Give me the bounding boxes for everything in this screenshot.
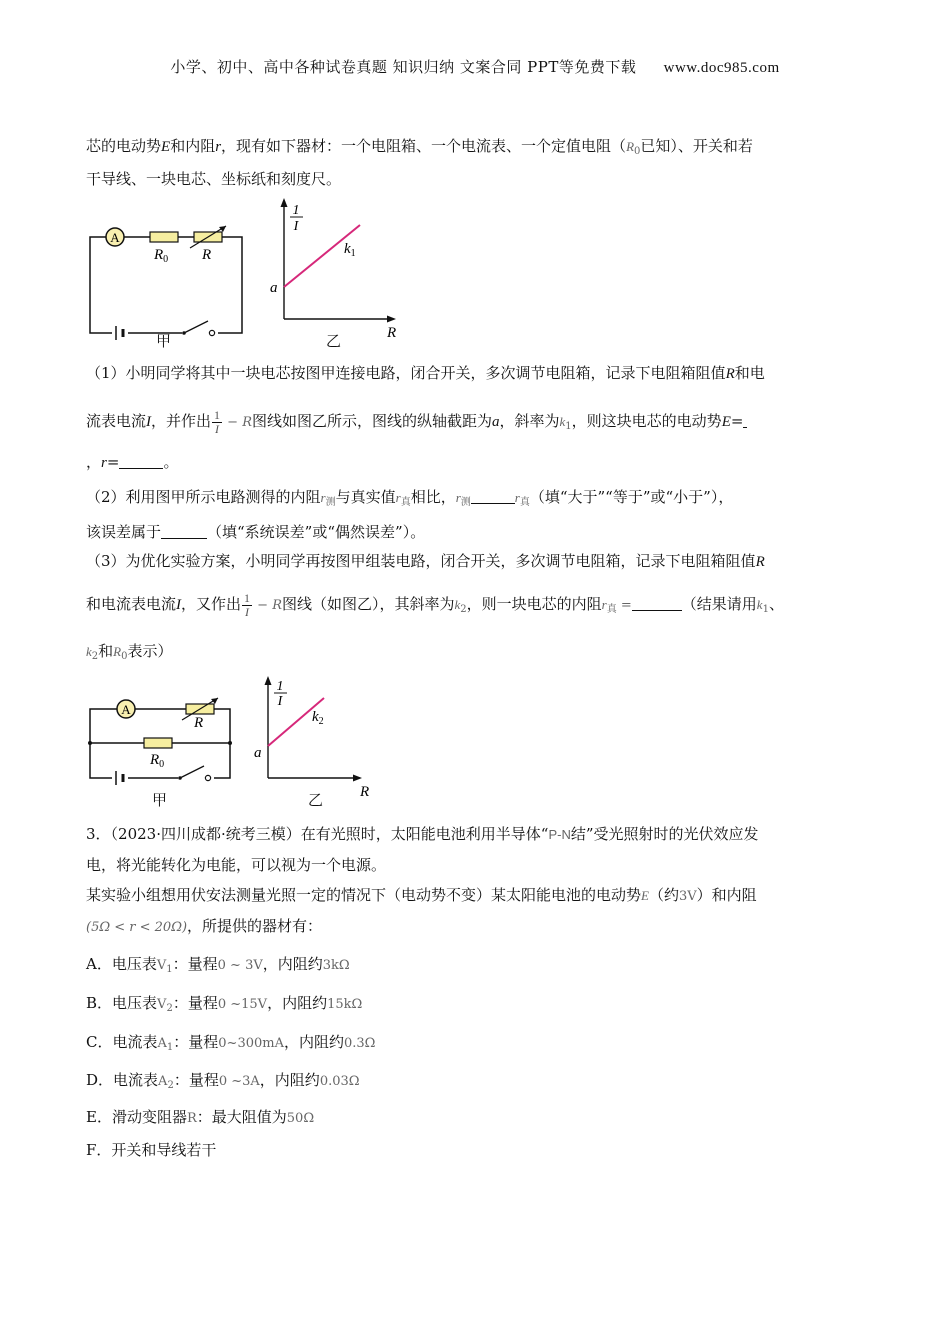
figure2-circuit [86, 698, 236, 790]
svg-text:k2: $k_2$ [312, 709, 324, 727]
option-d[interactable]: D．电流表$A_2$：量程0 ~3A，内阻约0.03Ω [86, 1071, 360, 1091]
intro-line-2: 干导线、一块电芯、坐标纸和刻度尺。 [86, 170, 342, 188]
intro-line-1: 芯的电动势E和内阻r，现有如下器材：一个电阻箱、一个电流表、一个定值电阻（$R_0$已知）、开关和若 [86, 137, 753, 157]
option-c[interactable]: C．电流表$A_1$：量程0~300mA，内阻约0.3Ω [86, 1033, 376, 1053]
svg-text:I: I [277, 694, 283, 709]
figure2-graph [250, 676, 380, 802]
q3-line-1: （3）为优化实验方案，小明同学再按图甲组装电路，闭合开关，多次调节电阻箱，记录下电阻箱阻值R [86, 552, 765, 570]
svg-text:R: R [194, 715, 204, 731]
figure1-label-yi: 乙 [326, 332, 342, 350]
svg-text:1: 1 [292, 203, 300, 218]
q3-line-2: 和电流表电流I，又作出 $\frac{1}{I}$ − R图线（如图乙），其斜率为$k_2$，则一块电芯的内阻$r_真$ = （结果请用$k_1$、 [86, 590, 784, 619]
svg-text:R: R [202, 247, 212, 263]
answer-blank-r[interactable] [119, 452, 163, 469]
svg-text:a: a [270, 280, 278, 296]
q2-line-1: （2）利用图甲所示电路测得的内阻$r_测$与真实值$r_真$相比，$r_测$ $r_真$（填“大于”“等于”或“小于”）， [86, 488, 734, 508]
svg-text:A: A [121, 702, 131, 717]
answer-blank-e[interactable] [743, 411, 747, 428]
answer-blank-r-true[interactable] [632, 594, 682, 611]
figure1-label-jia: 甲 [156, 332, 172, 350]
q4-line-4: (5Ω < r < 20Ω)，所提供的器材有： [86, 917, 323, 935]
figure2-label-jia: 甲 [152, 791, 168, 809]
svg-text:k1: $k_1$ [344, 241, 356, 259]
page-header [0, 56, 950, 77]
q4-line-3: 某实验小组想用伏安法测量光照一定的情况下（电动势不变）某太阳能电池的电动势E（约3V）和内阻 [86, 886, 757, 904]
figure1-resistor-r0 [150, 232, 178, 242]
option-a[interactable]: A．电压表$V_1$：量程0 ~ 3V，内阻约3kΩ [86, 955, 350, 975]
q1-line-3: ，r= 。 [86, 453, 179, 471]
option-e[interactable]: E．滑动变阻器R：最大阻值为50Ω [86, 1108, 315, 1126]
svg-text:R: R [387, 325, 397, 341]
q2-line-2: 该误差属于 （填“系统误差”或“偶然误差”）。 [86, 523, 426, 541]
q1-line-2: 流表电流I，并作出 $\frac{1}{I}$ − R图线如图乙所示，图线的纵轴截距为a，斜率为$k_1$，则这块电芯的电动势E= [86, 408, 864, 440]
answer-blank-error-type[interactable] [161, 522, 207, 539]
answer-blank-compare[interactable] [471, 487, 515, 504]
svg-text:R0: $R_0$ [154, 247, 169, 265]
header-title: 小学、初中、高中各种试卷真题 知识归纳 文案合同 PPT等免费下载 [170, 58, 637, 76]
figure1-circuit [86, 218, 246, 346]
svg-text:R0: $R_0$ [150, 752, 165, 770]
q4-line-2: 电，将光能转化为电能，可以视为一个电源。 [86, 856, 387, 874]
svg-text:1: 1 [276, 679, 284, 694]
q4-line-1: 3．（2023·四川成都·统考三模）在有光照时，太阳能电池利用半导体“P-N结”受光照射时的光伏效应发 [86, 825, 759, 843]
figure2-resistor-r0 [144, 738, 172, 748]
svg-text:a: a [254, 745, 262, 761]
header-site[interactable]: www.doc985.com [663, 60, 780, 76]
option-f[interactable]: F．开关和导线若干 [86, 1141, 217, 1159]
q1-line-1: （1）小明同学将其中一块电芯按图甲连接电路，闭合开关，多次调节电阻箱，记录下电阻箱阻值R和电 [86, 364, 765, 382]
figure1-ammeter-label: A [110, 230, 120, 245]
svg-text:I: I [293, 219, 299, 234]
q3-line-3: $k_2$和$R_0$表示） [86, 642, 173, 662]
svg-text:R: R [360, 784, 370, 800]
figure1-graph [262, 198, 402, 343]
option-b[interactable]: B．电压表$V_2$：量程0 ~15V，内阻约15kΩ [86, 994, 363, 1014]
figure2-label-yi: 乙 [308, 791, 324, 809]
